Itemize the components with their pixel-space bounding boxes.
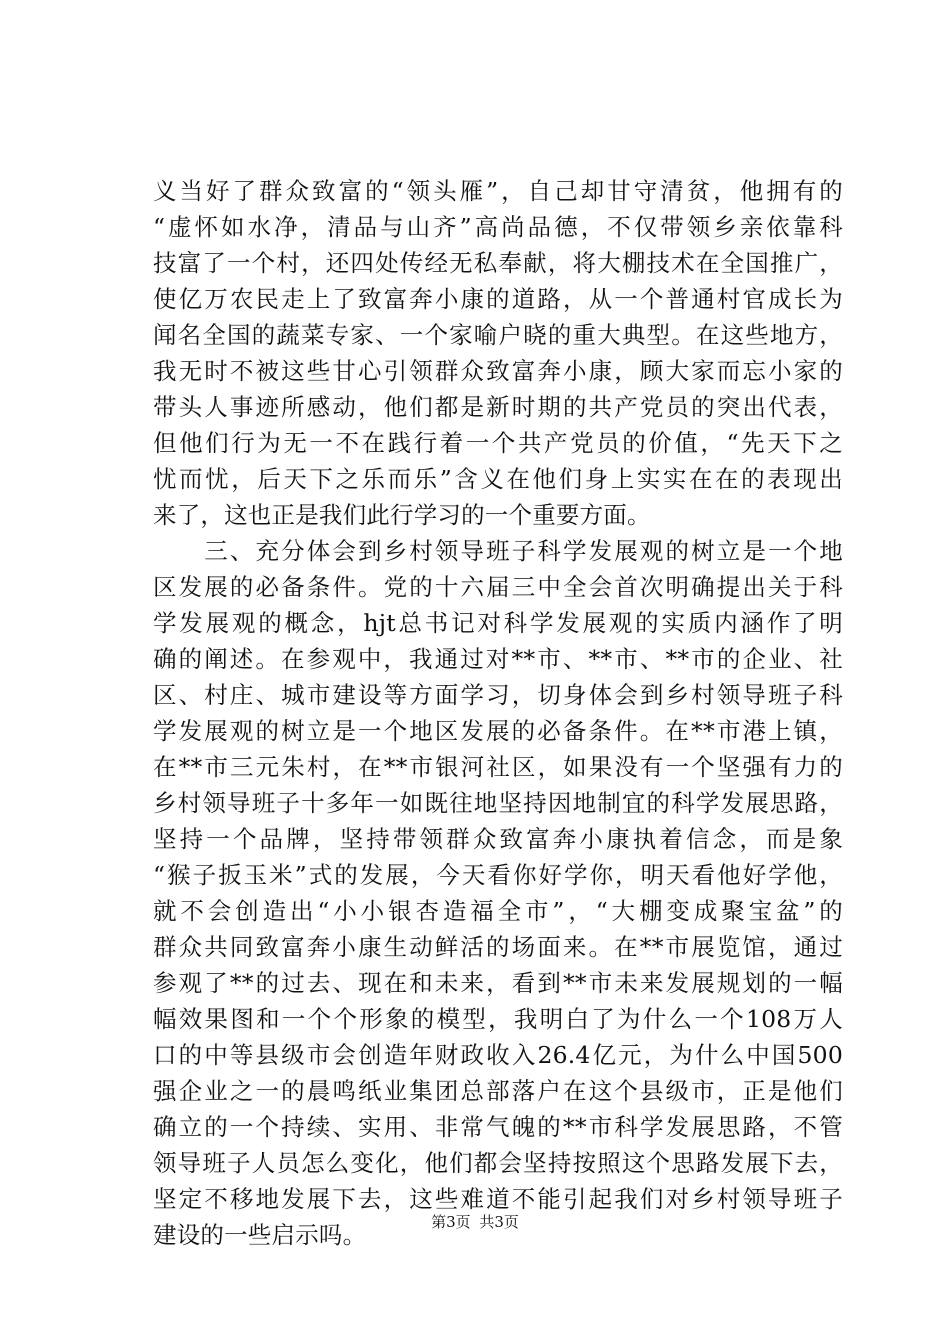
text-line: 学发展观的概念，hjt总书记对科学发展观的实质内涵作了明 (153, 609, 843, 637)
text-line: 区、村庄、城市建设等方面学习，切身体会到乡村领导班子科 (153, 681, 843, 709)
text-line: 坚持一个品牌，坚持带领群众致富奔小康执着信念，而是象 (153, 825, 843, 853)
text-line: 幅效果图和一个个形象的模型，我明白了为什么一个108万人 (153, 1005, 843, 1033)
page-number: 第3页 (431, 1213, 471, 1231)
text-line: 学发展观的树立是一个地区发展的必备条件。在**市港上镇， (153, 717, 843, 745)
text-line: 在**市三元朱村，在**市银河社区，如果没有一个坚强有力的 (153, 753, 843, 781)
text-line: 我无时不被这些甘心引领群众致富奔小康，顾大家而忘小家的 (153, 357, 843, 385)
text-line: 参观了**的过去、现在和未来，看到**市未来发展规划的一幅 (153, 969, 843, 997)
text-line: 就不会创造出“小小银杏造福全市”，“大棚变成聚宝盆”的 (153, 897, 843, 925)
text-line: “虚怀如水净，清品与山齐”高尚品德，不仅带领乡亲依靠科 (153, 213, 843, 241)
text-line: 义当好了群众致富的“领头雁”，自己却甘守清贫，他拥有的 (153, 177, 843, 205)
text-line: 闻名全国的蔬菜专家、一个家喻户晓的重大典型。在这些地方， (153, 321, 843, 349)
text-line: 但他们行为无一不在践行着一个共产党员的价值，“先天下之 (153, 429, 843, 457)
text-line: 建设的一些启示吗。 (153, 1221, 367, 1249)
text-line: 乡村领导班子十多年一如既往地坚持因地制宜的科学发展思路， (153, 789, 843, 817)
page-total: 共3页 (479, 1213, 519, 1231)
document-body (153, 173, 843, 1253)
text-line: 忧而忧，后天下之乐而乐”含义在他们身上实实在在的表现出 (153, 465, 843, 493)
text-line: 使亿万农民走上了致富奔小康的道路，从一个普通村官成长为 (153, 285, 843, 313)
page-footer (0, 1210, 950, 1234)
text-line: 坚定不移地发展下去，这些难道不能引起我们对乡村领导班子 (153, 1185, 843, 1213)
text-line: 群众共同致富奔小康生动鲜活的场面来。在**市展览馆，通过 (153, 933, 843, 961)
text-line: 口的中等县级市会创造年财政收入26.4亿元，为什么中国500 (153, 1041, 843, 1069)
text-line: 强企业之一的晨鸣纸业集团总部落户在这个县级市，正是他们 (153, 1077, 843, 1105)
text-line: 领导班子人员怎么变化，他们都会坚持按照这个思路发展下去， (153, 1149, 843, 1177)
text-line: 技富了一个村，还四处传经无私奉献，将大棚技术在全国推广， (153, 249, 843, 277)
text-line: 确立的一个持续、实用、非常气魄的**市科学发展思路，不管 (153, 1113, 843, 1141)
text-line: 三、充分体会到乡村领导班子科学发展观的树立是一个地 (153, 537, 843, 565)
text-line: “猴子扳玉米”式的发展，今天看你好学你，明天看他好学他， (153, 861, 843, 889)
text-line: 确的阐述。在参观中，我通过对**市、**市、**市的企业、社 (153, 645, 843, 673)
text-line: 区发展的必备条件。党的十六届三中全会首次明确提出关于科 (153, 573, 843, 601)
text-line: 来了，这也正是我们此行学习的一个重要方面。 (153, 501, 651, 529)
text-line: 带头人事迹所感动，他们都是新时期的共产党员的突出代表， (153, 393, 843, 421)
